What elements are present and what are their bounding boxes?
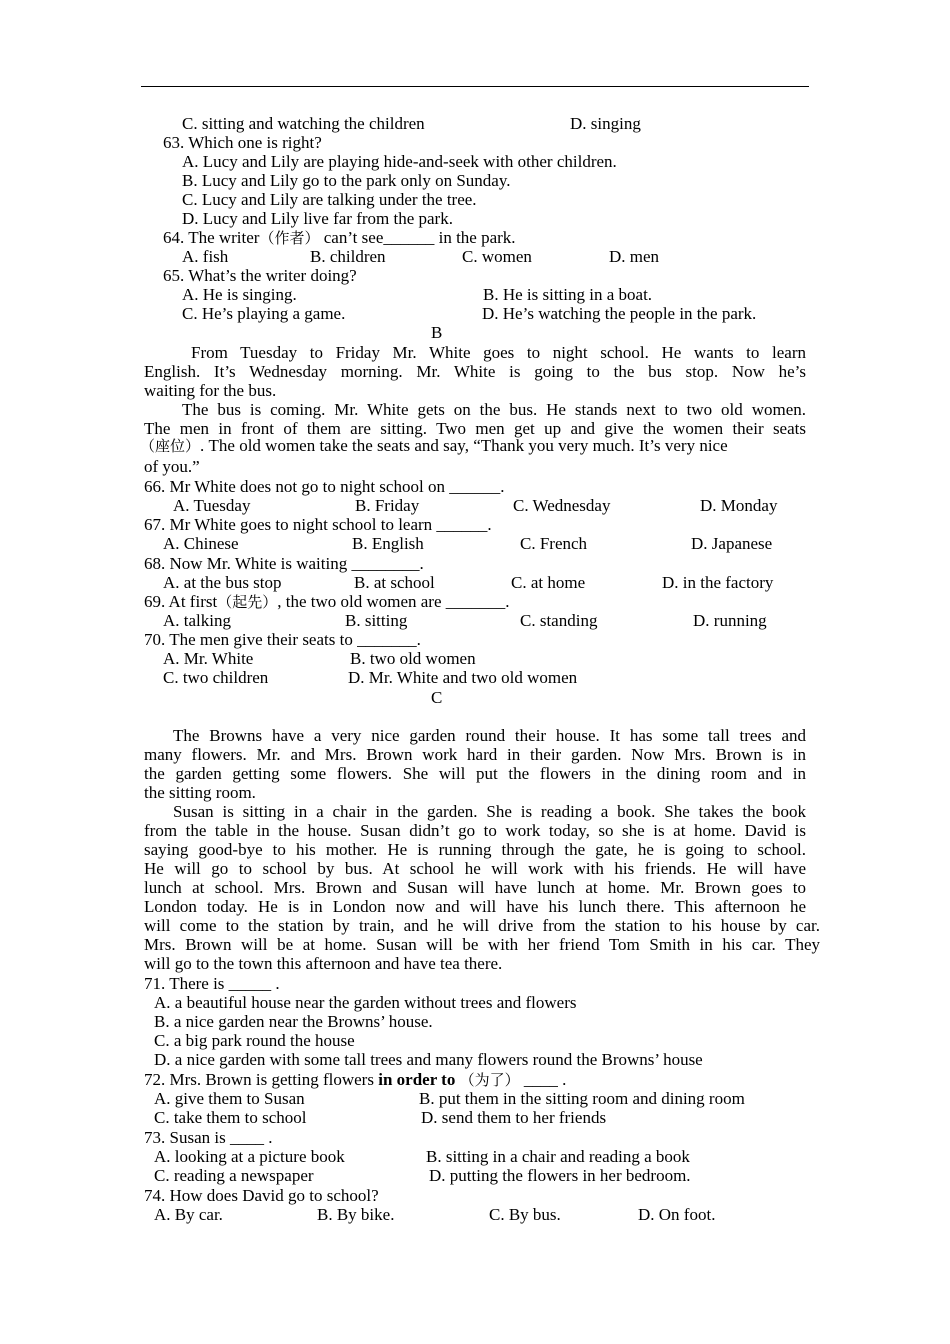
- passage-b-line: The bus is coming. Mr. White gets on the bus. He stands next to two old women.: [182, 400, 806, 419]
- option-b-68: B. at school: [354, 573, 435, 592]
- question-64-stem: 64. The writer（作者） can’t see______ in the park.: [163, 228, 516, 247]
- question-74-stem: 74. How does David go to school?: [144, 1186, 379, 1205]
- passage-b-line: The men in front of them are sitting. Two men get up and give the women their seats: [144, 419, 806, 438]
- option-b-65: B. He is sitting in a boat.: [483, 285, 653, 304]
- option-d-66: D. Monday: [700, 496, 778, 515]
- chinese-gloss: （起先）: [217, 593, 278, 611]
- option-a-73: A. looking at a picture book: [154, 1147, 345, 1166]
- option-d-71: D. a nice garden with some tall trees and many flowers round the Browns’ house: [154, 1050, 703, 1069]
- question-65-stem: 65. What’s the writer doing?: [163, 266, 357, 285]
- option-c-73: C. reading a newspaper: [154, 1166, 314, 1185]
- option-b-72: B. put them in the sitting room and dining room: [419, 1089, 745, 1108]
- option-a-64: A. fish: [182, 247, 229, 266]
- passage-c-line: The Browns have a very nice garden round their house. It has some tall trees and: [173, 726, 806, 745]
- option-b-69: B. sitting: [345, 611, 408, 630]
- option-d-62: D. singing: [570, 114, 641, 133]
- option-c-68: C. at home: [511, 573, 586, 592]
- passage-c-line: Susan is sitting in a chair in the garden. She is reading a book. She takes the book: [173, 802, 806, 821]
- option-b-64: B. children: [310, 247, 386, 266]
- question-70-stem: 70. The men give their seats to _______.: [144, 630, 421, 649]
- passage-c-line: many flowers. Mr. and Mrs. Brown work hard in their garden. Now Mrs. Brown is in: [144, 745, 806, 764]
- passage-b-line: waiting for the bus.: [144, 381, 277, 400]
- option-d-63: D. Lucy and Lily live far from the park.: [182, 209, 453, 228]
- option-d-68: D. in the factory: [662, 573, 774, 592]
- option-c-72: C. take them to school: [154, 1108, 307, 1127]
- option-d-73: D. putting the flowers in her bedroom.: [429, 1166, 691, 1185]
- passage-b-line: From Tuesday to Friday Mr. White goes to night school. He wants to learn: [191, 343, 806, 362]
- option-c-70: C. two children: [163, 668, 269, 687]
- question-71-stem: 71. There is _____ .: [144, 974, 280, 993]
- question-72-stem: 72. Mrs. Brown is getting flowers in order to （为了） ____ .: [144, 1070, 567, 1089]
- passage-b-line: of you.”: [144, 457, 200, 476]
- passage-c-line: will go to the town this afternoon and have tea there.: [144, 954, 503, 973]
- option-b-63: B. Lucy and Lily go to the park only on Sunday.: [182, 171, 511, 190]
- option-a-72: A. give them to Susan: [154, 1089, 305, 1108]
- passage-b-line: （座位）. The old women take the seats and say, “Thank you very much. It’s very nice: [140, 436, 728, 455]
- option-c-69: C. standing: [520, 611, 598, 630]
- option-c-62: C. sitting and watching the children: [182, 114, 425, 133]
- emphasis-phrase: in order to: [378, 1070, 456, 1089]
- option-c-66: C. Wednesday: [513, 496, 611, 515]
- option-c-65: C. He’s playing a game.: [182, 304, 346, 323]
- option-a-70: A. Mr. White: [163, 649, 254, 668]
- passage-c-line: London today. He is in London now and will have his lunch there. This afternoon he: [144, 897, 806, 916]
- option-a-66: A. Tuesday: [173, 496, 251, 515]
- option-b-71: B. a nice garden near the Browns’ house.: [154, 1012, 433, 1031]
- option-c-67: C. French: [520, 534, 588, 553]
- question-66-stem: 66. Mr White does not go to night school on ______.: [144, 477, 505, 496]
- passage-c-heading: C: [431, 688, 443, 707]
- passage-b-line: English. It’s Wednesday morning. Mr. White is going to the bus stop. Now he’s: [144, 362, 806, 381]
- option-d-72: D. send them to her friends: [421, 1108, 607, 1127]
- option-b-67: B. English: [352, 534, 424, 553]
- option-d-69: D. running: [693, 611, 767, 630]
- option-b-74: B. By bike.: [317, 1205, 395, 1224]
- option-d-67: D. Japanese: [691, 534, 773, 553]
- option-a-63: A. Lucy and Lily are playing hide-and-seek with other children.: [182, 152, 617, 171]
- passage-c-line: will come to the station by train, and he will drive from the station to his house by car.: [144, 916, 820, 935]
- option-b-70: B. two old women: [350, 649, 476, 668]
- option-a-67: A. Chinese: [163, 534, 239, 553]
- question-69-stem: 69. At first（起先）, the two old women are _______.: [144, 592, 510, 611]
- passage-c-line: from the table in the house. Susan didn’t go to work today, so she is at home. David is: [144, 821, 806, 840]
- passage-b-heading: B: [431, 323, 443, 342]
- question-68-stem: 68. Now Mr. White is waiting ________.: [144, 554, 424, 573]
- option-a-74: A. By car.: [154, 1205, 223, 1224]
- passage-c-line: lunch at school. Mrs. Brown and Susan will have lunch at home. Mr. Brown goes to: [144, 878, 806, 897]
- passage-c-line: the garden getting some flowers. She will put the flowers in the dining room and in: [144, 764, 806, 783]
- option-c-64: C. women: [462, 247, 532, 266]
- header-rule: [141, 86, 809, 87]
- option-b-66: B. Friday: [355, 496, 420, 515]
- question-73-stem: 73. Susan is ____ .: [144, 1128, 273, 1147]
- option-c-63: C. Lucy and Lily are talking under the tree.: [182, 190, 477, 209]
- question-63-stem: 63. Which one is right?: [163, 133, 322, 152]
- option-d-74: D. On foot.: [638, 1205, 716, 1224]
- passage-c-line: He will go to school by bus. At school he will work with his friends. He will have: [144, 859, 806, 878]
- option-b-73: B. sitting in a chair and reading a book: [426, 1147, 690, 1166]
- option-c-74: C. By bus.: [489, 1205, 561, 1224]
- option-d-65: D. He’s watching the people in the park.: [482, 304, 757, 323]
- option-a-69: A. talking: [163, 611, 231, 630]
- passage-c-line: saying good-bye to his mother. He is running through the gate, he is going to school.: [144, 840, 806, 859]
- chinese-gloss: （为了）: [459, 1071, 520, 1089]
- question-67-stem: 67. Mr White goes to night school to learn ______.: [144, 515, 492, 534]
- option-a-68: A. at the bus stop: [163, 573, 282, 592]
- chinese-gloss: （作者）: [259, 229, 320, 247]
- option-a-65: A. He is singing.: [182, 285, 297, 304]
- chinese-gloss: （座位）: [140, 437, 201, 455]
- option-d-64: D. men: [609, 247, 660, 266]
- option-d-70: D. Mr. White and two old women: [348, 668, 578, 687]
- option-a-71: A. a beautiful house near the garden without trees and flowers: [154, 993, 577, 1012]
- option-c-71: C. a big park round the house: [154, 1031, 355, 1050]
- passage-c-line: Mrs. Brown will be at home. Susan will be with her friend Tom Smith in his car. They: [144, 935, 820, 954]
- passage-c-line: the sitting room.: [144, 783, 256, 802]
